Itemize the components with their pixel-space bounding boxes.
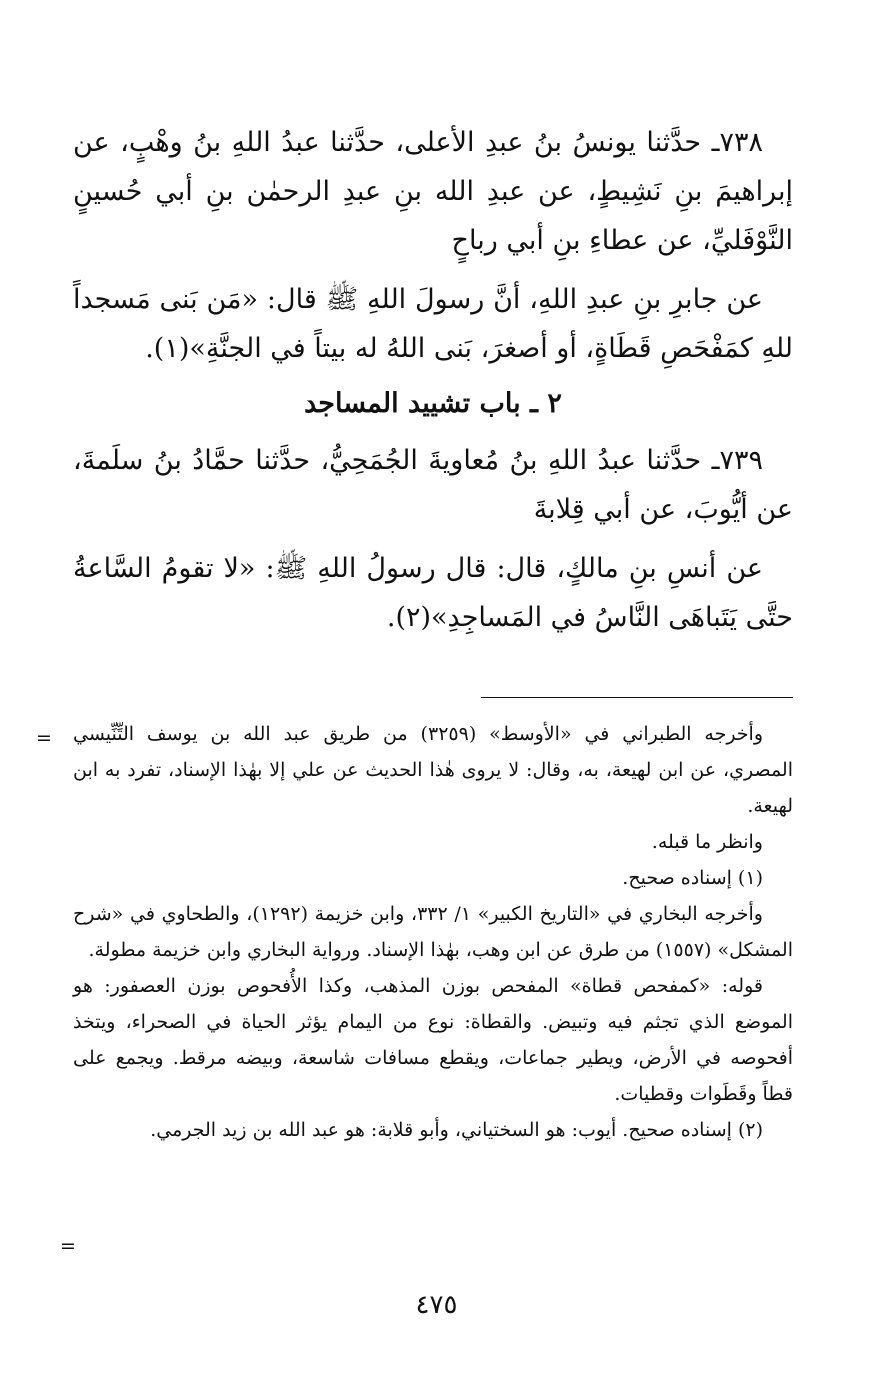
footnotes [73, 716, 793, 1148]
continuation-mark-top: = [36, 727, 52, 749]
footnote-continuation: وأخرجه الطبراني في «الأوسط» (٣٢٥٩) من طريق عبد الله بن يوسف التِّنِّيسي المصري، عن ابن لهيعة، به، وقال: لا يروى هٰذا الحديث عن علي إلا بهٰذا الإسناد، تفرد به ابن لهيعة. [73, 723, 793, 817]
footnote-1-takhrij: وأخرجه البخاري في «التاريخ الكبير» ١/ ٣٣٢، وابن خزيمة (١٢٩٢)، والطحاوي في «شرح المشكل» (١٥٥٧) من طرق عن ابن وهب، بهٰذا الإسناد. ورواية البخاري وابن خزيمة مطولة. [73, 903, 793, 961]
footnote-see-before: وانظر ما قبله. [651, 831, 763, 853]
continuation-mark-bottom: = [60, 1235, 76, 1257]
page-number: ٤٧٥ [415, 1290, 458, 1320]
hadith-738-matn: عن جابرِ بنِ عبدِ اللهِ، أنَّ رسولَ اللهِ ﷺ قال: «مَن بَنى مَسجداً للهِ كمَفْحَصِ قَطَاةٍ، أو أصغرَ، بَنى اللهُ له بيتاً في الجنَّةِ»(١). [73, 284, 793, 364]
hadith-739-isnad: ٧٣٩ـ حدَّثنا عبدُ اللهِ بنُ مُعاويةَ الجُمَحِيُّ، حدَّثنا حمَّادُ بنُ سلَمةَ، عن أيُّوبَ، عن أبي قِلابةَ [73, 445, 793, 525]
footnote-separator [481, 697, 793, 698]
hadith-738-isnad: ٧٣٨ـ حدَّثنا يونسُ بنُ عبدِ الأعلى، حدَّثنا عبدُ اللهِ بنُ وهْبٍ، عن إبراهيمَ بنِ نَشِيطٍ، عن عبدِ الله بنِ عبدِ الرحمٰن بنِ أبي حُسينٍ النَّوْفَليِّ، عن عطاءِ بنِ أبي رباحٍ [73, 127, 793, 256]
hadith-739-matn: عن أنسِ بنِ مالكٍ، قال: قال رسولُ اللهِ ﷺ: «لا تقومُ السَّاعةُ حتَّى يَتَباهَى النَّاسُ في المَساجِدِ»(٢). [73, 553, 793, 633]
footnote-1-grade: (١) إسناده صحيح. [622, 867, 763, 889]
footnote-1-gloss: قوله: «كمفحص قطاة» المفحص بوزن المذهب، وكذا الأُفحوص بوزن العصفور: هو الموضع الذي تجثم فيه وتبيض. والقطاة: نوع من اليمام يؤثر الحياة في الصحراء، ويتخذ أفحوصه في الأرض، ويطير جماعات، ويقطع مسافات شاسعة، وبيضه مرقط. ويجمع على قطاً وقَطَوات وقطيات. [73, 975, 793, 1105]
footnote-2: (٢) إسناده صحيح. أيوب: هو السختياني، وأبو قلابة: هو عبد الله بن زيد الجرمي. [150, 1119, 763, 1141]
chapter-heading: ٢ ـ باب تشييد المساجد [304, 388, 562, 419]
main-text [73, 118, 793, 646]
